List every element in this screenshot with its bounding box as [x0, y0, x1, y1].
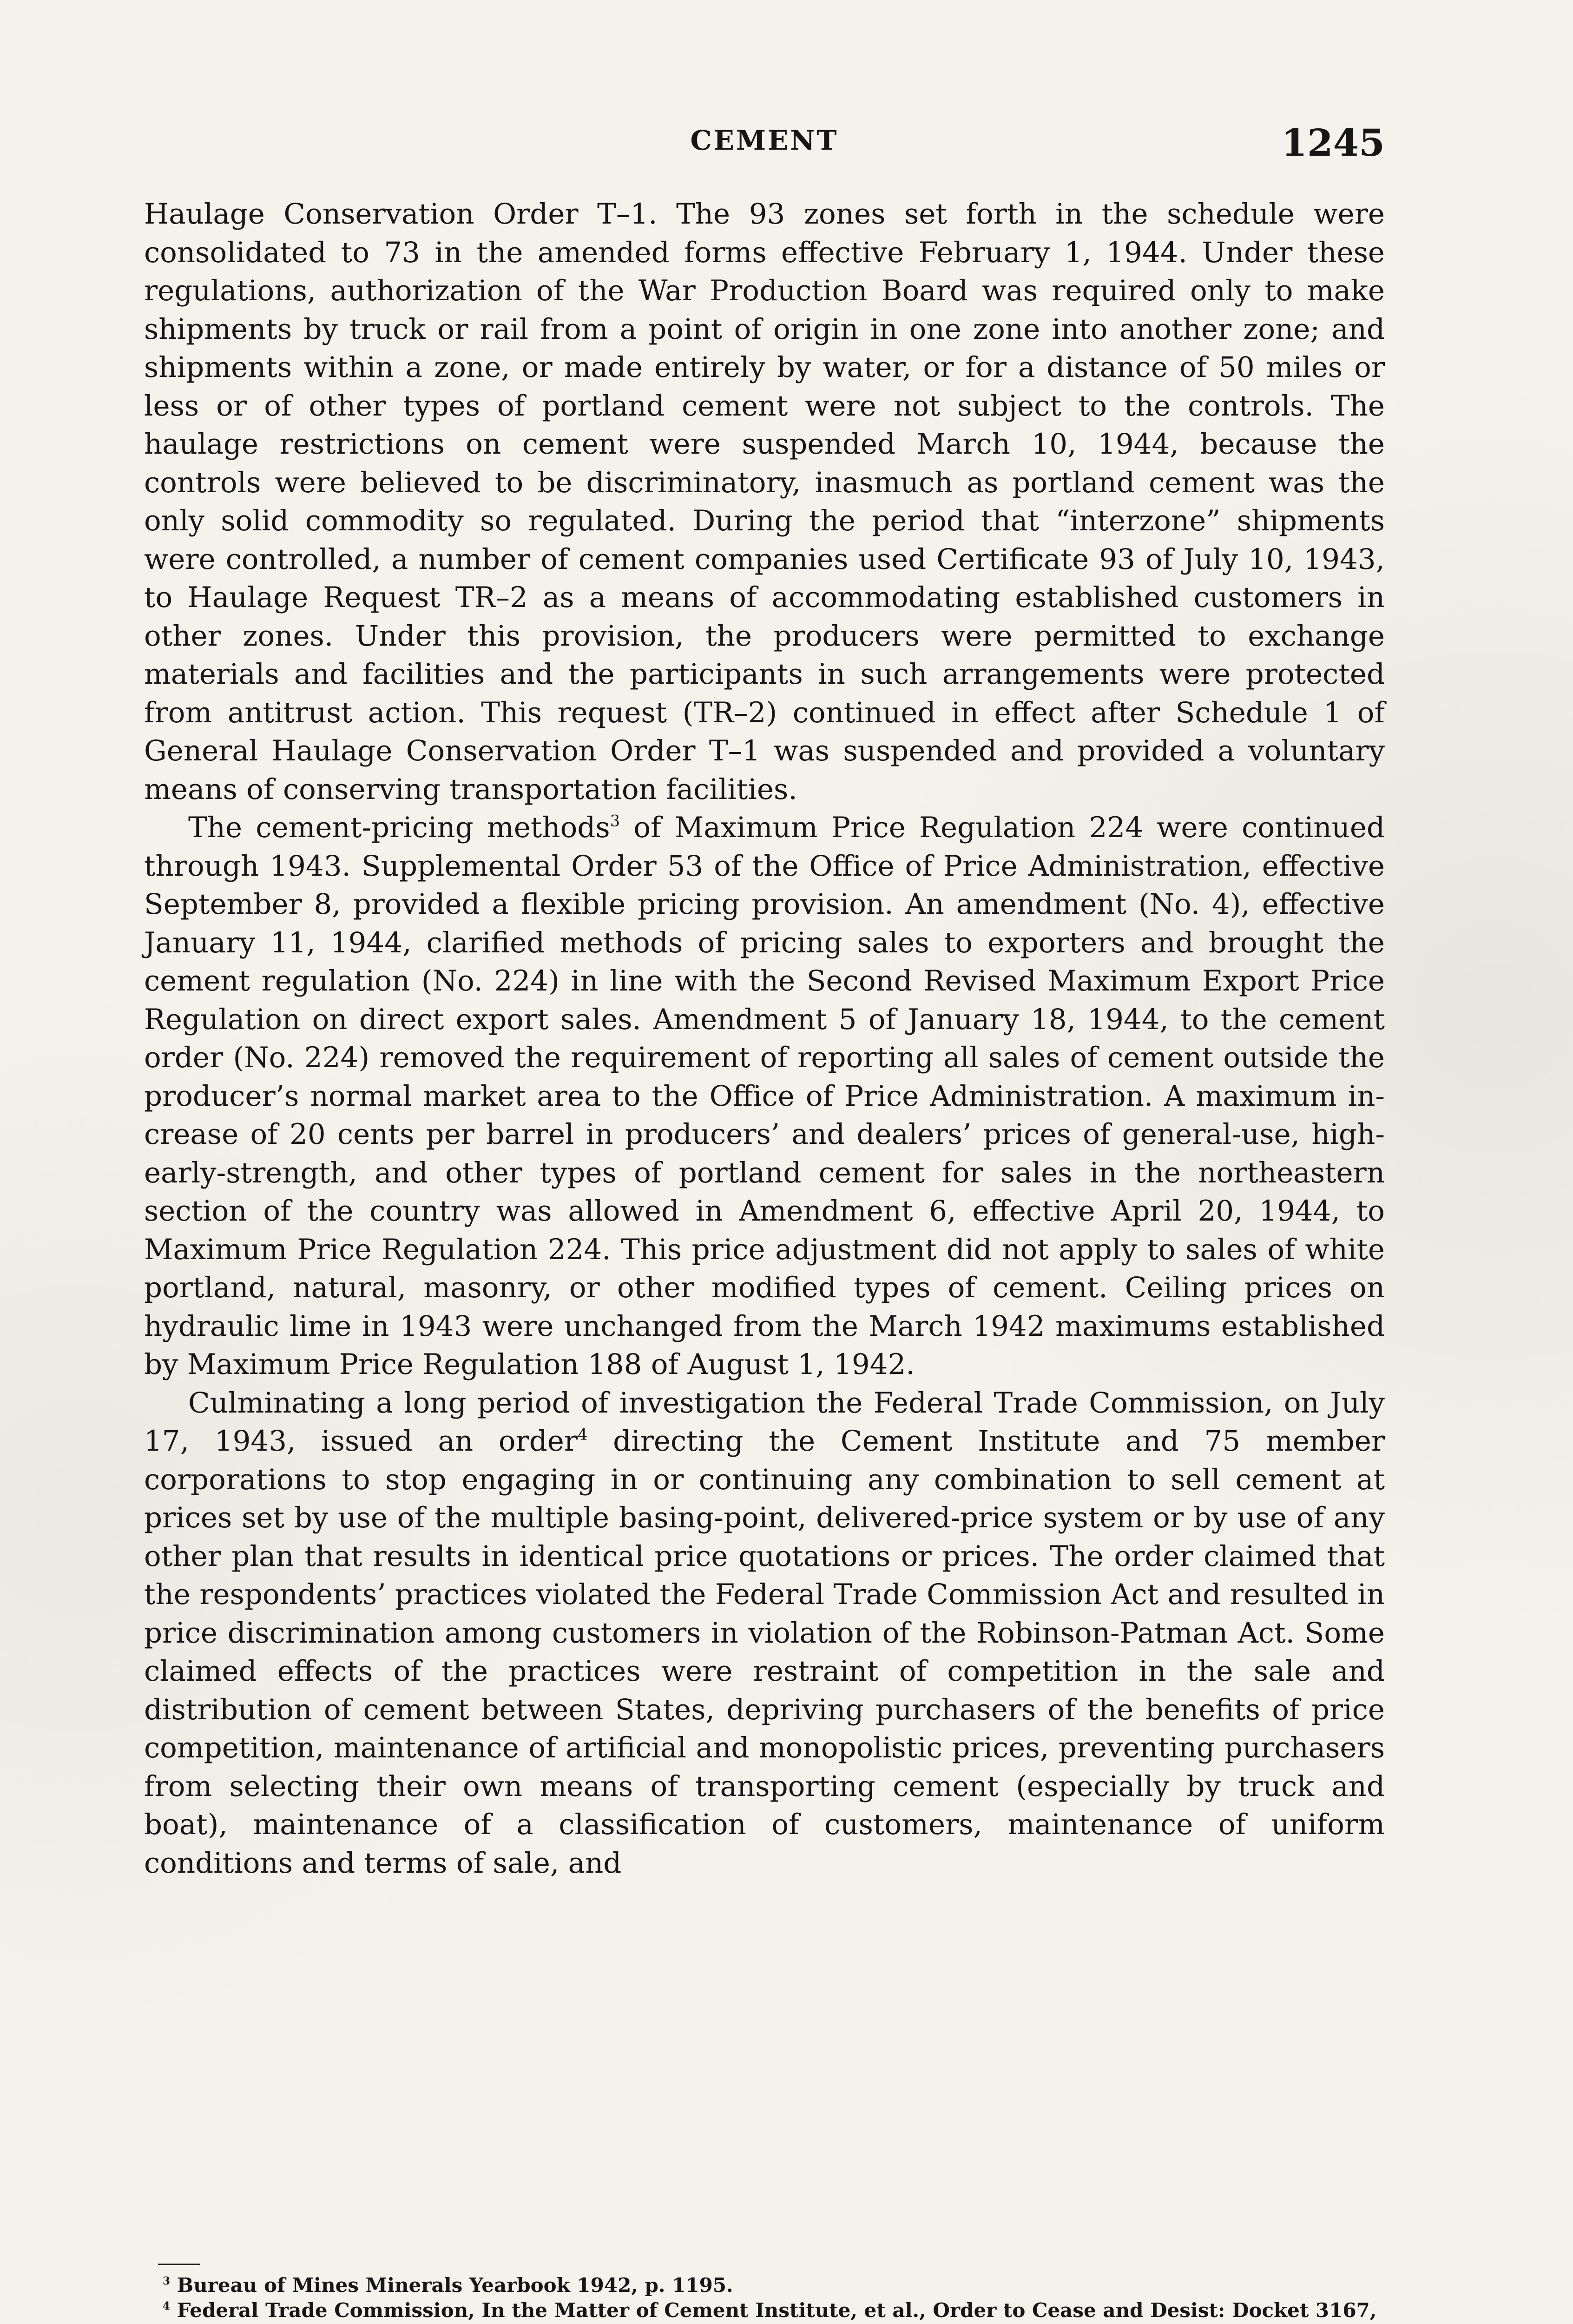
page-header [144, 121, 1385, 166]
footnote-mark-4: 4 [163, 2299, 171, 2312]
paragraph-2-text-a: The cement-pricing methods [188, 811, 610, 844]
footnote-ref-4: 4 [578, 1425, 588, 1444]
page-number: 1245 [1281, 121, 1385, 165]
running-head: CEMENT [690, 125, 839, 156]
paragraph-1: Haulage Conservation Order T–1. The 93 zones set forth in the schedule were consolidated to 73 in the amended forms effective February 1, 1944. Under these regulations, authorization of the War Production Board was required only to make shipments by truck or rail from a point of origin in one zone into another zone; and shipments within a zone, or made entirely by water, or for a distance of 50 miles or less or of other types of portland cement were not subject to the controls. The haulage restrictions on cement were suspended March 10, 1944, because the controls were believed to be discriminatory, inasmuch as portland cement was the only solid commodity so regulated. During the period that “interzone” shipments were controlled, a number of cement companies used Certificate 93 of July 10, 1943, to Haulage Request TR–2 as a means of accommodating established customers in other zones. Under this provision, the producers were permitted to exchange materials and facilities and the participants in such arrangements were protected from antitrust action. This request (TR–2) continued in effect after Schedule 1 of General Haulage Conservation Order T–1 was suspended and provided a voluntary means of conserving transportation facilities. [144, 198, 1385, 806]
paragraph-3-text-b: directing the Cement Institute and 75 member corporations to stop engaging in or continuing any combination to sell cement at prices set by use of the multiple basing-point, delivered-price system or by use of any other plan that results in identical price quotations or prices. The order claimed that the respondents’ practices violated the Federal Trade Commission Act and resulted in price discrimination among customers in violation of the Robinson-Patman Act. Some claimed effects of the practices were restraint of competition in the sale and distribution of cement between States, depriving purchasers of the benefits of price competition, maintenance of artificial and monopolistic prices, preventing purchasers from selecting their own means of transporting cement (especially by truck and boat), maintenance of a classification of customers, maintenance of uniform conditions and terms of sale, and [144, 1425, 1385, 1880]
paragraph-2-text-b: of Maximum Price Regulation 224 were continued through 1943. Supplemental Order 53 of the Office of Price Administration, effective September 8, provided a flexible pricing provision. An amendment (No. 4), effective January 11, 1944, clarified methods of pricing sales to exporters and brought the cement regulation (No. 224) in line with the Second Revised Maximum Export Price Regulation on direct export sales. Amendment 5 of January 18, 1944, to the cement order (No. 224) removed the requirement of reporting all sales of cement outside the producer’s normal market area to the Office of Price Administration. A maximum increase of 20 cents per barrel in producers’ and dealers’ prices of general-use, high-early-strength, and other types of portland cement for sales in the northeastern section of the country was allowed in Amendment 6, effective April 20, 1944, to Maximum Price Regulation 224. This price adjustment did not apply to sales of white portland, natural, masonry, or other modified types of cement. Ceiling prices on hydraulic lime in 1943 were unchanged from the March 1942 maximums established by Maximum Price Regulation 188 of August 1, 1942. [144, 811, 1385, 1381]
footnote-4-text: Federal Trade Commission, In the Matter of Cement Institute, et al., Order to Cease and Desist: Docket 3167, [177, 2299, 1377, 2322]
footnote-3 [144, 2273, 1385, 2298]
body-text [144, 195, 1385, 1882]
footnote-ref-3: 3 [610, 812, 620, 830]
footnotes [144, 2273, 1385, 2324]
paragraph-3-text-a: Culminating a long period of investigation the Federal Trade Commission, on July 17, 1943, issued an order [144, 1386, 1385, 1458]
footnote-4 [144, 2298, 1385, 2324]
footnote-3-text: Bureau of Mines Minerals Yearbook 1942, p. 1195. [177, 2274, 733, 2297]
paragraph-2 [144, 809, 1385, 1384]
paragraph-3 [144, 1384, 1385, 1883]
footnote-mark-3: 3 [163, 2274, 171, 2287]
footnote-divider [158, 2264, 200, 2265]
